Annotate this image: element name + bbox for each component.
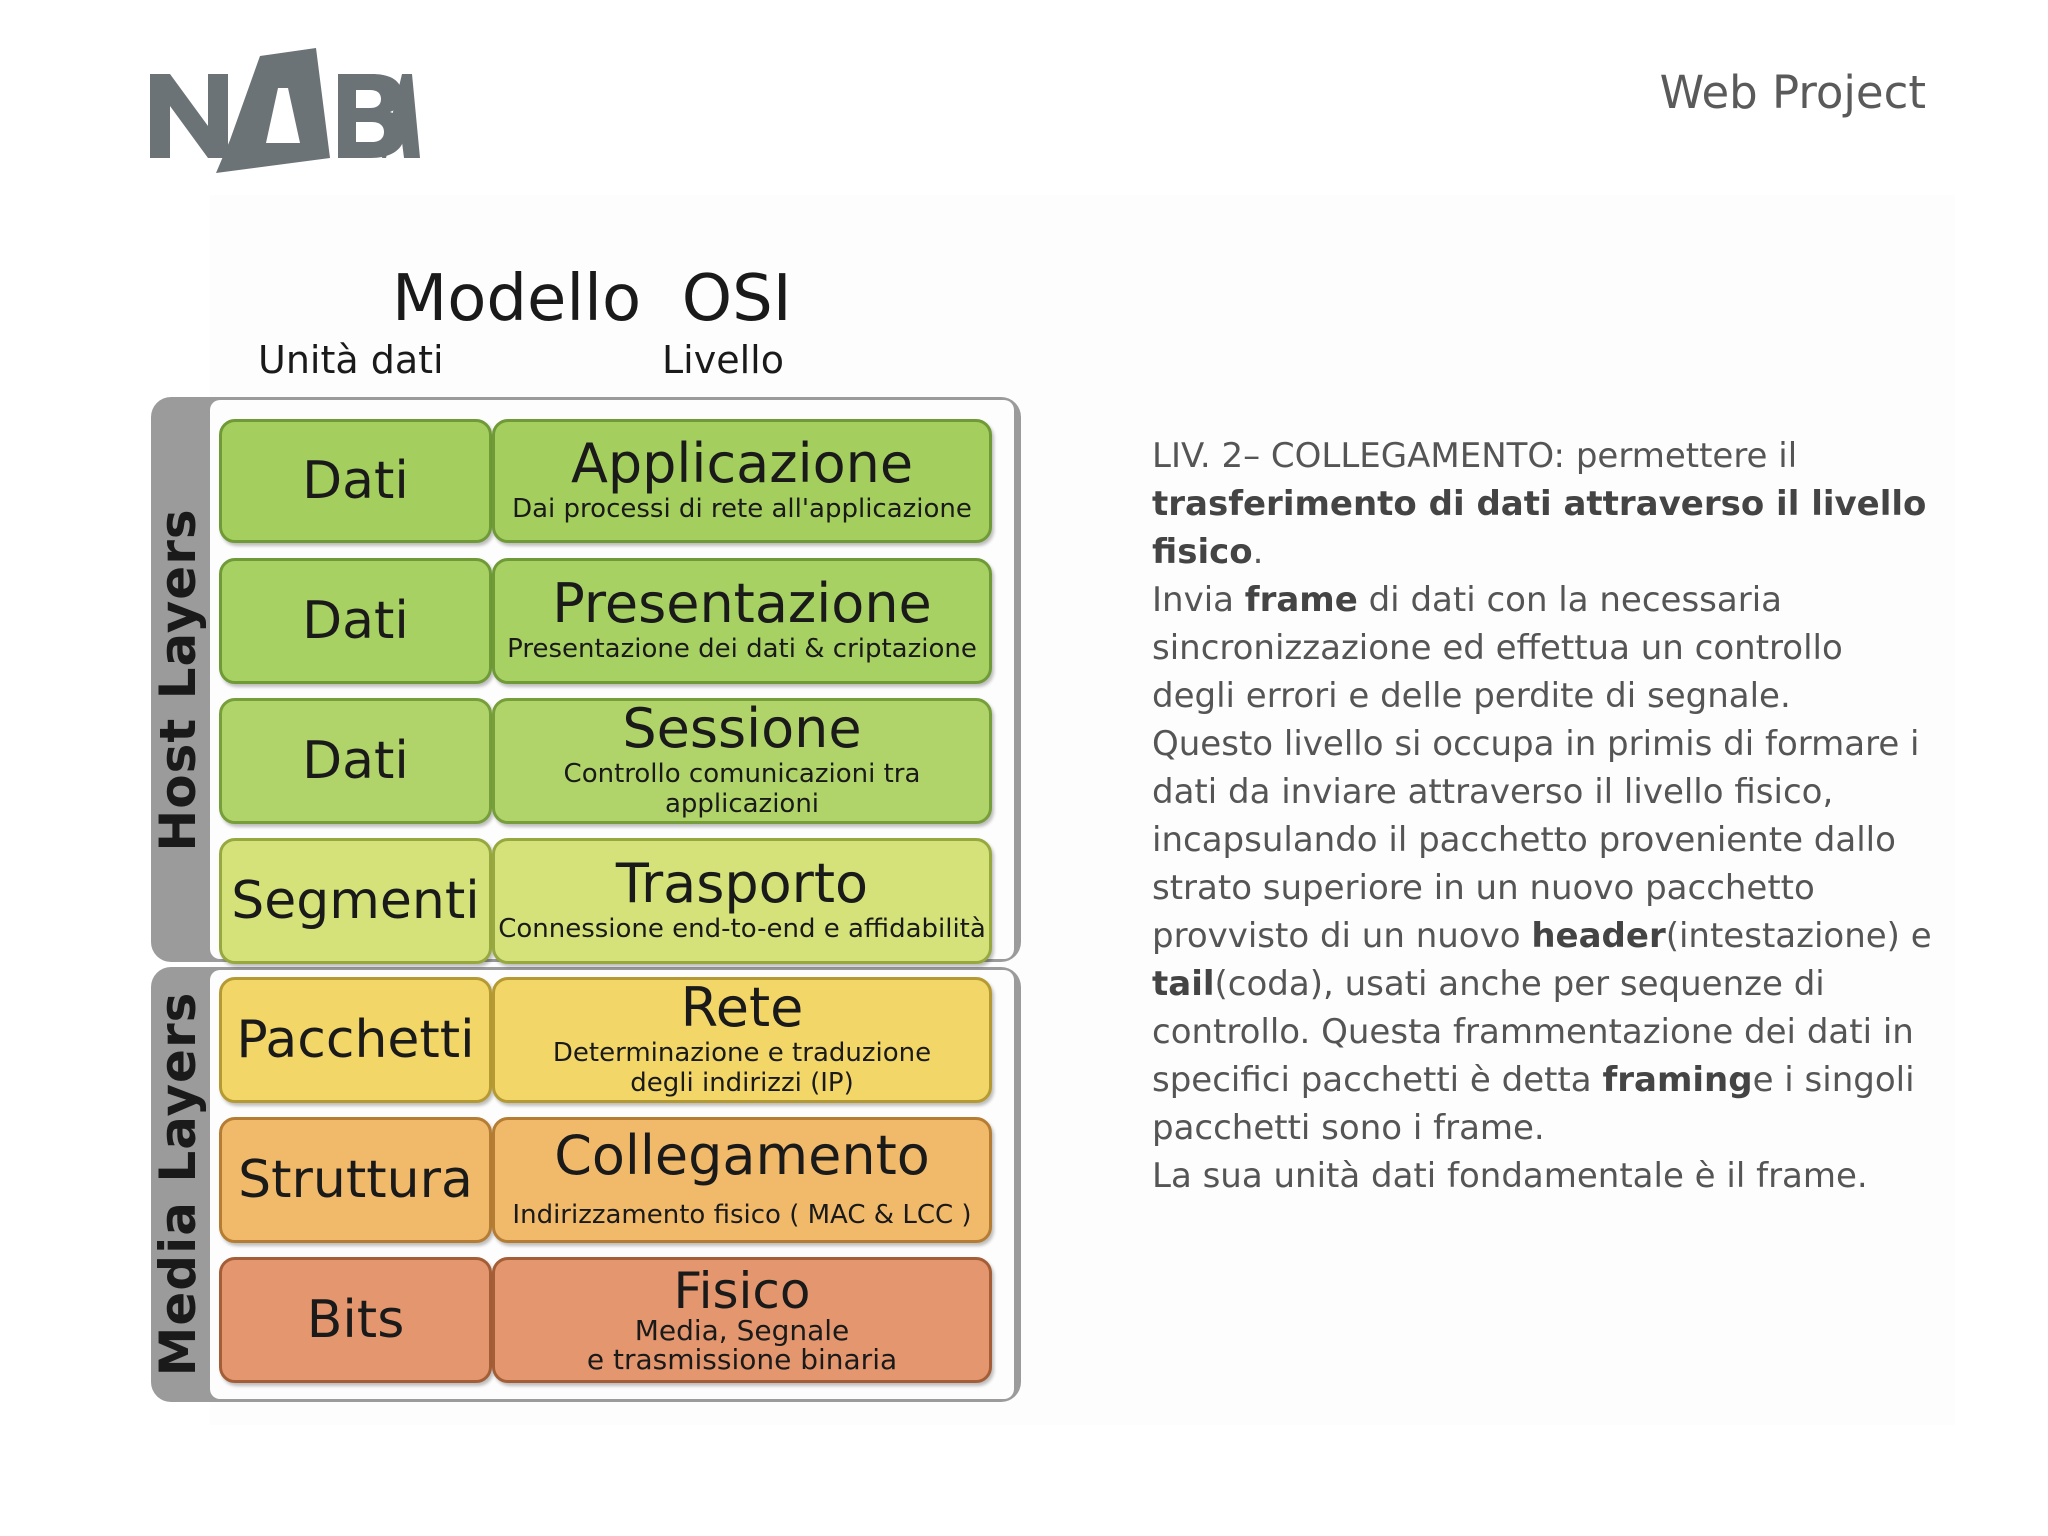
layer-box <box>492 558 992 684</box>
layer-name: Sessione <box>622 697 862 761</box>
layer-name: Fisico <box>673 1261 811 1320</box>
p2-bold: frame <box>1244 580 1358 620</box>
paragraph-2 <box>1152 576 1932 720</box>
layer-unit: Dati <box>219 698 492 824</box>
media-layers-label: Media Layers <box>149 991 207 1377</box>
layer-description: Presentazione dei dati & criptazione <box>507 634 977 665</box>
p3-text-e: (coda), usati anche per sequenze di controllo. Questa frammentazione dei dati in specifici pacchetti è detta <box>1152 964 1914 1100</box>
layer-description: Controllo comunicazioni tra applicazioni <box>563 759 921 819</box>
p1-text-c: . <box>1252 532 1264 572</box>
layer-explanation <box>1152 432 1932 1200</box>
layer-name: Collegamento <box>554 1124 930 1188</box>
p1-text-a: LIV. 2– COLLEGAMENTO: permettere il <box>1152 436 1798 476</box>
naba-logo <box>150 48 420 173</box>
p1-bold: trasferimento di dati attraverso il livello fisico <box>1152 484 1927 572</box>
layer-name: Applicazione <box>570 432 914 496</box>
layer-name: Trasporto <box>615 852 869 916</box>
column-label-layer: Livello <box>662 338 784 382</box>
layer-unit: Dati <box>219 419 492 543</box>
layer-description: Dai processi di rete all'applicazione <box>512 494 972 525</box>
layer-unit: Bits <box>219 1257 492 1383</box>
p3-text-c: (intestazione) e <box>1665 916 1932 956</box>
header-title: Web Project <box>1659 66 1926 119</box>
layer-box <box>492 419 992 543</box>
paragraph-3 <box>1152 720 1932 1152</box>
host-layers-label: Host Layers <box>149 508 207 852</box>
layer-box <box>492 977 992 1103</box>
layer-unit: Struttura <box>219 1117 492 1243</box>
layer-name: Rete <box>680 976 804 1040</box>
layer-description: Media, Segnale e trasmissione binaria <box>586 1313 898 1376</box>
layer-box <box>492 698 992 824</box>
layer-box <box>492 1257 992 1383</box>
layer-description: Indirizzamento fisico ( MAC & LCC ) <box>512 1200 972 1231</box>
p3-text-g: e i singoli pacchetti sono i frame. <box>1152 1060 1915 1148</box>
p3-bold-tail: tail <box>1152 964 1215 1004</box>
layer-unit: Segmenti <box>219 838 492 964</box>
layer-name: Presentazione <box>552 572 932 636</box>
p3-bold-framing: framing <box>1602 1060 1753 1100</box>
layer-unit: Dati <box>219 558 492 684</box>
osi-diagram-title: Modello OSI <box>392 262 792 336</box>
layer-description: Determinazione e traduzione degli indirizzi (IP) <box>552 1038 932 1098</box>
p3-bold-header: header <box>1531 916 1666 956</box>
p3-text-a: Questo livello si occupa in primis di formare i dati da inviare attraverso il livello fisico, incapsulando il pacchetto proveniente dallo strato superiore in un nuovo pacchetto provvisto di un nuovo <box>1152 724 1920 956</box>
layer-description: Connessione end-to-end e affidabilità <box>498 914 986 945</box>
layer-box <box>492 1117 992 1243</box>
layer-unit: Pacchetti <box>219 977 492 1103</box>
p2-text-a: Invia <box>1152 580 1245 620</box>
layer-box <box>492 838 992 964</box>
column-label-unit: Unità dati <box>258 338 444 382</box>
paragraph-1 <box>1152 432 1932 576</box>
p2-text-c: di dati con la necessaria sincronizzazione ed effettua un controllo degli errori e delle perdite di segnale. <box>1152 580 1843 716</box>
paragraph-4: La sua unità dati fondamentale è il frame. <box>1152 1156 1868 1196</box>
